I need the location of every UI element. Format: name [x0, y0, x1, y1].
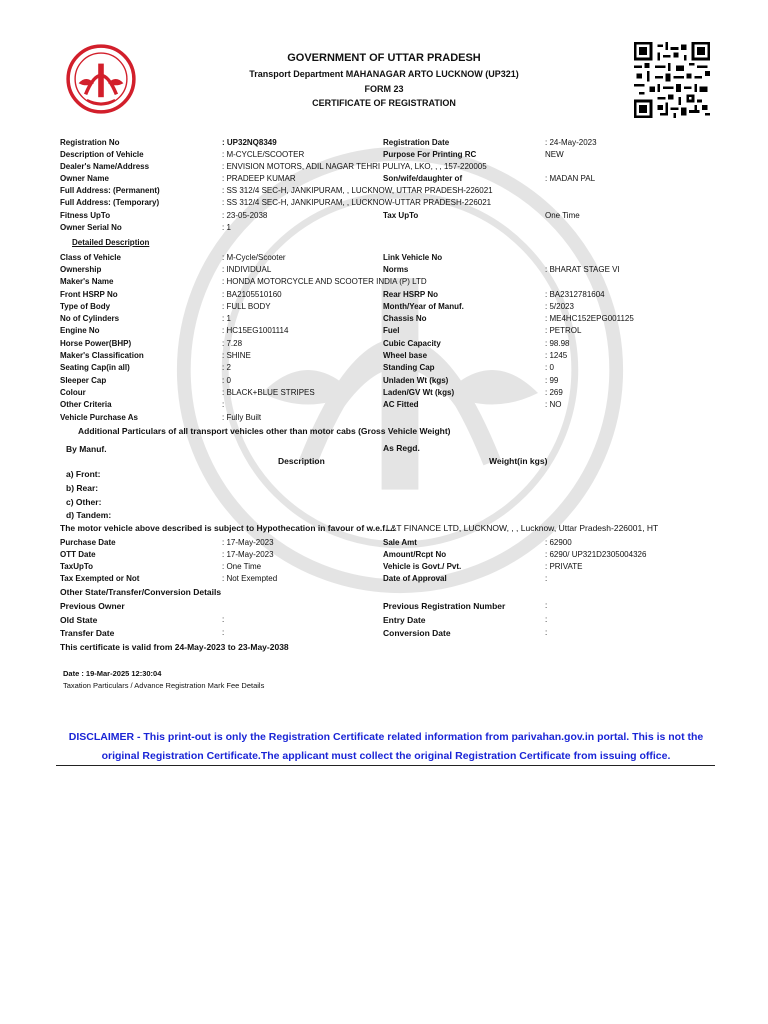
field-label: Engine No [60, 326, 100, 335]
other-state-heading: Other State/Transfer/Conversion Details [60, 587, 222, 597]
field-value: : 62900 [545, 538, 572, 547]
field-value: : [545, 601, 548, 610]
field-label: Seating Cap(in all) [60, 363, 130, 372]
as-regd-label: As Regd. [383, 443, 420, 453]
detailed-description-heading: Detailed Description [72, 238, 150, 247]
field-label: Cubic Capacity [383, 339, 441, 348]
field-label: Type of Body [60, 302, 111, 311]
field-label: Description of Vehicle [60, 150, 144, 159]
field-value: : 98.98 [545, 339, 570, 348]
field-value: : 17-May-2023 [222, 550, 274, 559]
field-value: : [222, 628, 225, 637]
validity-statement: This certificate is valid from 24-May-2023 to 23-May-2038 [60, 642, 289, 652]
by-manuf-label: By Manuf. [66, 444, 107, 454]
field-label: Fuel [383, 326, 400, 335]
field-value: : [222, 615, 225, 624]
field-label: Maker's Classification [60, 351, 144, 360]
print-date: Date : 19-Mar-2025 12:30:04 [63, 669, 162, 678]
field-label: Registration No [60, 138, 120, 147]
field-value: : HONDA MOTORCYCLE AND SCOOTER INDIA (P) LTD [222, 277, 427, 286]
field-value: : Not Exempted [222, 574, 278, 583]
field-value: : NO [545, 400, 562, 409]
field-value: : ME4HC152EPG001125 [545, 314, 634, 323]
field-label: Registration Date [383, 138, 450, 147]
field-label: Old State [60, 615, 98, 625]
field-label: Vehicle is Govt./ Pvt. [383, 562, 462, 571]
field-label: Front HSRP No [60, 290, 118, 299]
certificate-title: CERTIFICATE OF REGISTRATION [312, 98, 456, 108]
field-label: Full Address: (Temporary) [60, 198, 160, 207]
field-value: : PETROL [545, 326, 582, 335]
gvw-item-tandem: d) Tandem: [66, 510, 112, 520]
field-value: : 5/2023 [545, 302, 574, 311]
field-value: : M-Cycle/Scooter [222, 253, 286, 262]
field-label: Entry Date [383, 615, 426, 625]
field-value: : 0 [545, 363, 554, 372]
field-label: Standing Cap [383, 363, 435, 372]
field-value: : ENVISION MOTORS, ADIL NAGAR TEHRI PULIYA, LKO, , , 157-220005 [222, 162, 487, 171]
disclaimer-text: DISCLAIMER - This print-out is only the Registration Certificate related information from parivahan.gov.in portal. This is not the original Registration Certificate.The applicant must collect the original Registration Certificate from issuing office. [68, 731, 704, 762]
field-label: Colour [60, 388, 86, 397]
field-label: Ownership [60, 265, 102, 274]
field-value: : Fully Built [222, 413, 262, 422]
field-value: : BLACK+BLUE STRIPES [222, 388, 315, 397]
field-value: : BA2312781604 [545, 290, 605, 299]
government-title: GOVERNMENT OF UTTAR PRADESH [287, 52, 481, 64]
field-value: : 24-May-2023 [545, 138, 597, 147]
gvw-item-front: a) Front: [66, 469, 101, 479]
field-label: Tax UpTo [383, 211, 419, 220]
field-label: Maker's Name [60, 277, 114, 286]
field-label: Horse Power(BHP) [60, 339, 132, 348]
field-label: Chassis No [383, 314, 427, 323]
field-label: Owner Serial No [60, 223, 122, 232]
field-value: : BA2105510160 [222, 290, 282, 299]
field-label: Tax Exempted or Not [60, 574, 140, 583]
field-label: Owner Name [60, 174, 109, 183]
field-value: : 2 [222, 363, 231, 372]
field-value: : INDIVIDUAL [222, 265, 272, 274]
field-value: : SHINE [222, 351, 251, 360]
field-value: : PRIVATE [545, 562, 583, 571]
description-column-header: Description [278, 456, 325, 466]
field-label: Fitness UpTo [60, 211, 111, 220]
field-label: TaxUpTo [60, 562, 94, 571]
field-value: : 1 [222, 314, 231, 323]
field-value: : [545, 615, 548, 624]
field-value: : 1 [222, 223, 231, 232]
field-value: : SS 312/4 SEC-H, JANKIPURAM, , LUCKNOW-UTTAR PRADESH-226021 [222, 198, 492, 207]
field-value: : One Time [222, 562, 262, 571]
department-title: Transport Department MAHANAGAR ARTO LUCKNOW (UP321) [249, 69, 519, 79]
field-value: : 1245 [545, 351, 568, 360]
field-label: AC Fitted [383, 400, 419, 409]
field-value: : FULL BODY [222, 302, 271, 311]
field-label: Unladen Wt (kgs) [383, 376, 449, 385]
weight-column-header: Weight(in kgs) [489, 456, 548, 466]
hypothecation-label: The motor vehicle above described is subject to Hypothecation in favour of w.e.f...: [60, 523, 396, 533]
field-value: : [545, 574, 548, 583]
field-label: Previous Owner [60, 601, 125, 611]
field-label: OTT Date [60, 550, 96, 559]
field-value: One Time [545, 211, 580, 220]
field-label: Sale Amt [383, 538, 417, 547]
form-title: FORM 23 [364, 84, 404, 94]
field-value: : 6290/ UP321D2305004326 [545, 550, 647, 559]
field-value: : MADAN PAL [545, 174, 596, 183]
field-label: Class of Vehicle [60, 253, 121, 262]
field-value: : 7.28 [222, 339, 243, 348]
field-value: : M-CYCLE/SCOOTER [222, 150, 305, 159]
field-label: Full Address: (Permanent) [60, 186, 160, 195]
field-value: : SS 312/4 SEC-H, JANKIPURAM, , LUCKNOW, UTTAR PRADESH-226021 [222, 186, 493, 195]
field-label: Wheel base [383, 351, 428, 360]
field-value: NEW [545, 150, 564, 159]
divider [56, 765, 715, 766]
field-value: : PRADEEP KUMAR [222, 174, 296, 183]
gvw-item-rear: b) Rear: [66, 483, 99, 493]
field-value: : [222, 400, 225, 409]
gvw-item-other: c) Other: [66, 497, 102, 507]
field-label: Amount/Rcpt No [383, 550, 447, 559]
field-value: : 0 [222, 376, 231, 385]
field-label: Rear HSRP No [383, 290, 438, 299]
field-label: Son/wife/daughter of [383, 174, 463, 183]
field-label: Vehicle Purchase As [60, 413, 138, 422]
field-label: Laden/GV Wt (kgs) [383, 388, 455, 397]
field-value: : [545, 628, 548, 637]
field-label: Transfer Date [60, 628, 115, 638]
field-label: Date of Approval [383, 574, 447, 583]
field-value: : 269 [545, 388, 563, 397]
field-value: : 23-05-2038 [222, 211, 268, 220]
field-label: Other Criteria [60, 400, 112, 409]
field-value: : UP32NQ8349 [222, 138, 277, 147]
field-value: : 99 [545, 376, 559, 385]
field-label: No of Cylinders [60, 314, 120, 323]
field-label: Conversion Date [383, 628, 451, 638]
field-value: : BHARAT STAGE VI [545, 265, 620, 274]
field-label: Previous Registration Number [383, 601, 506, 611]
taxation-particulars-note: Taxation Particulars / Advance Registration Mark Fee Details [63, 681, 265, 690]
field-label: Month/Year of Manuf. [383, 302, 464, 311]
field-value: : HC15EG1001114 [222, 326, 289, 335]
additional-particulars-heading: Additional Particulars of all transport vehicles other than motor cabs (Gross Vehicle Weight) [78, 426, 451, 436]
field-label: Dealer's Name/Address [60, 162, 150, 171]
field-label: Norms [383, 265, 409, 274]
hypothecation-value: L&T FINANCE LTD, LUCKNOW, , , Lucknow, Uttar Pradesh-226001, HT [386, 523, 659, 533]
field-value: : 17-May-2023 [222, 538, 274, 547]
field-label: Link Vehicle No [383, 253, 443, 262]
field-label: Purpose For Printing RC [383, 150, 477, 159]
field-label: Purchase Date [60, 538, 116, 547]
field-label: Sleeper Cap [60, 376, 107, 385]
